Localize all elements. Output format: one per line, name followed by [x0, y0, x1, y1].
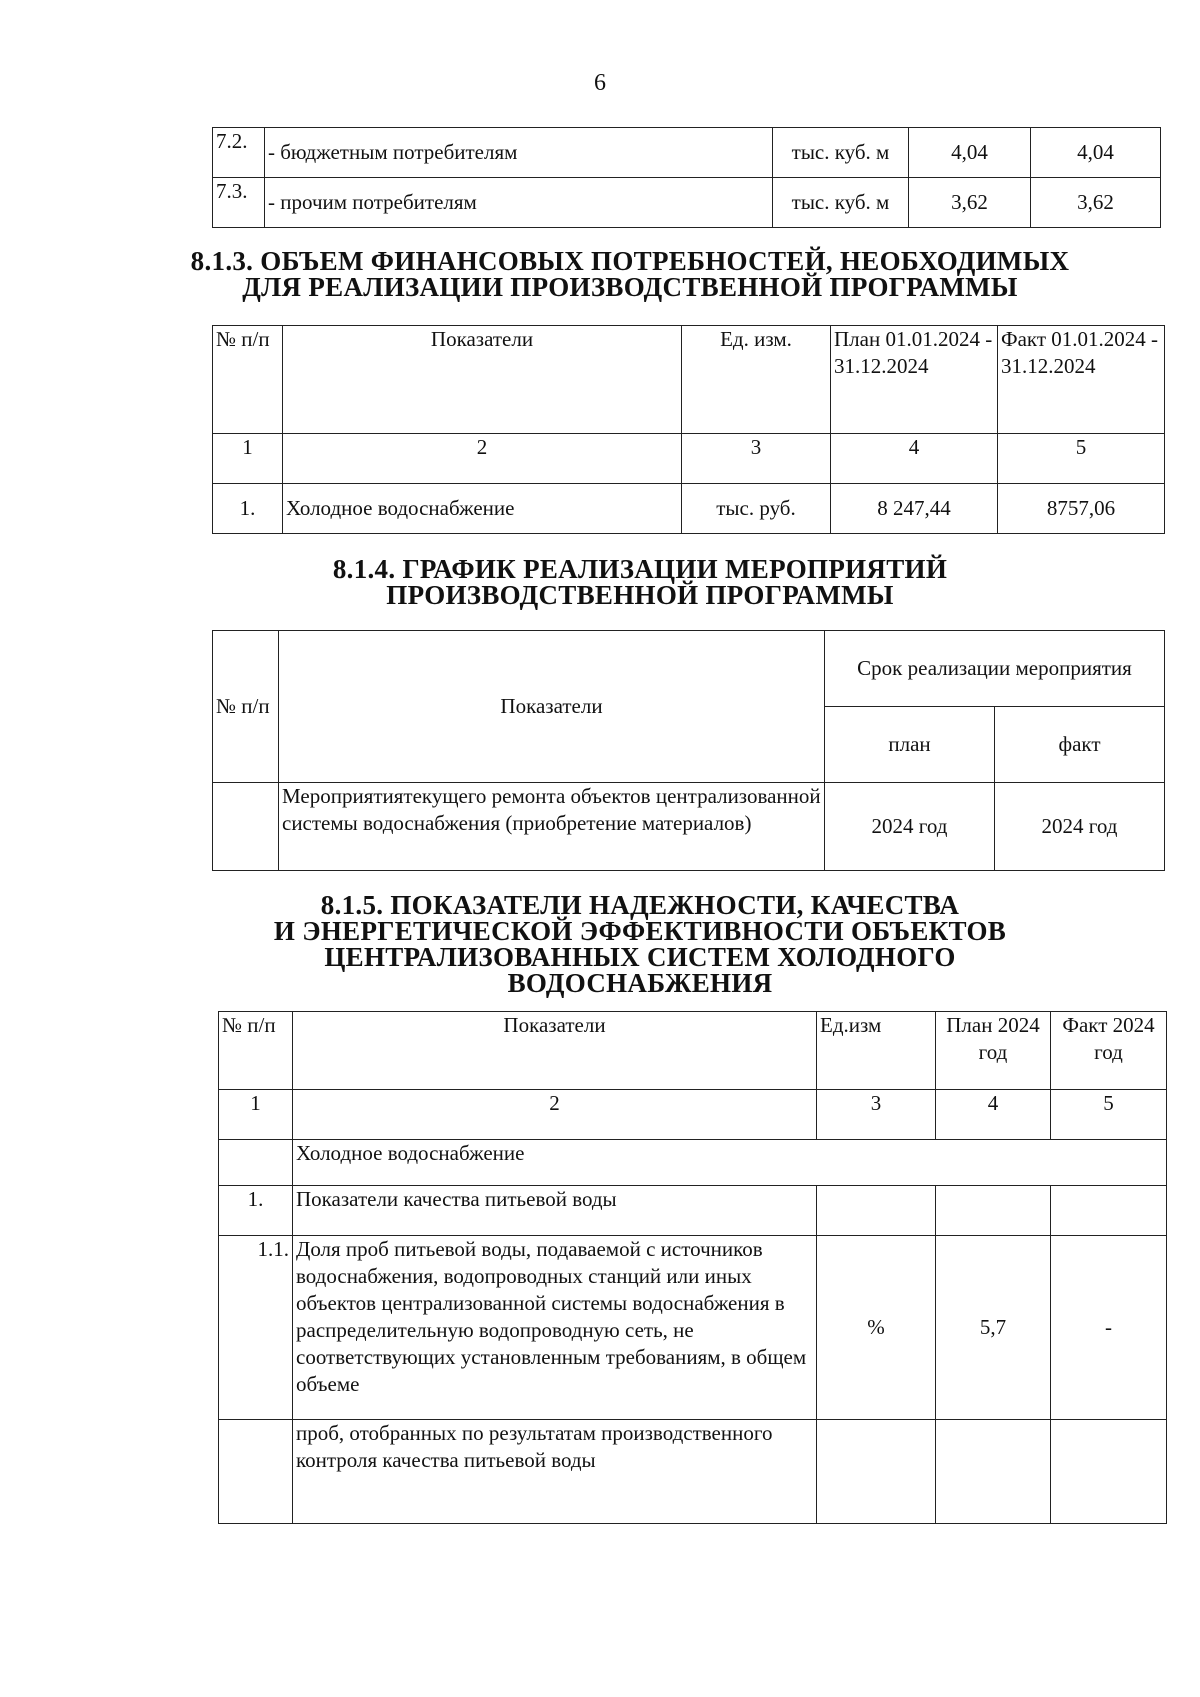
unit	[817, 1186, 936, 1236]
heading-line: 8.1.4. ГРАФИК РЕАЛИЗАЦИИ МЕРОПРИЯТИЙ	[332, 554, 948, 584]
column-number: 2	[293, 1090, 817, 1140]
column-number: 5	[998, 434, 1165, 484]
header-row	[219, 1012, 1167, 1090]
header-plan: План 01.01.2024 - 31.12.2024	[831, 326, 998, 434]
header-num: № п/п	[213, 326, 283, 434]
indicator-name: Доля проб питьевой воды, подаваемой с источников водоснабжения, водопроводных станций или иных объектов централизованной системы водоснабжения в распределительную водопроводную сеть, не соответствующих установленным требованиям, в общем объеме	[293, 1236, 817, 1420]
header-term: Срок реализации мероприятия	[825, 631, 1165, 707]
fact-value: 4,04	[1031, 128, 1161, 178]
indicator-name: Мероприятиятекущего ремонта объектов централизованной системы водоснабжения (приобретение материалов)	[279, 783, 825, 871]
fact-value: 3,62	[1031, 178, 1161, 228]
heading-line: ДЛЯ РЕАЛИЗАЦИИ ПРОИЗВОДСТВЕННОЙ ПРОГРАММЫ	[242, 272, 1018, 302]
heading-line: ПРОИЗВОДСТВЕННОЙ ПРОГРАММЫ	[386, 580, 894, 610]
page-number: 6	[594, 70, 606, 96]
section-heading-813	[0, 248, 1200, 300]
plan-value	[936, 1420, 1051, 1524]
row-number	[213, 783, 279, 871]
column-number: 4	[831, 434, 998, 484]
plan-value: 4,04	[909, 128, 1031, 178]
header-num: № п/п	[213, 631, 279, 783]
indicator-name: Холодное водоснабжение	[283, 484, 682, 534]
table-row	[219, 1236, 1167, 1420]
indicator-name: - бюджетным потребителям	[265, 128, 773, 178]
header-plan: План 2024 год	[936, 1012, 1051, 1090]
indicator-name: проб, отобранных по результатам производственного контроля качества питьевой воды	[293, 1420, 817, 1524]
header-plan: план	[825, 707, 995, 783]
unit: тыс. руб.	[682, 484, 831, 534]
table-row	[219, 1420, 1167, 1524]
indicators-table	[218, 1011, 1167, 1524]
unit: тыс. куб. м	[773, 128, 909, 178]
fact-value: 2024 год	[995, 783, 1165, 871]
plan-value: 8 247,44	[831, 484, 998, 534]
table-row	[213, 783, 1165, 871]
header-num: № п/п	[219, 1012, 293, 1090]
finance-table	[212, 325, 1165, 534]
column-number: 2	[283, 434, 682, 484]
header-unit: Ед.изм	[817, 1012, 936, 1090]
row-number: 1.1.	[219, 1236, 293, 1420]
fact-value	[1051, 1186, 1167, 1236]
header-name: Показатели	[293, 1012, 817, 1090]
table-row	[213, 128, 1161, 178]
plan-value: 2024 год	[825, 783, 995, 871]
plan-value: 3,62	[909, 178, 1031, 228]
unit	[817, 1420, 936, 1524]
section-heading-814	[0, 556, 1200, 608]
row-number: 1.	[213, 484, 283, 534]
header-fact: Факт 01.01.2024 - 31.12.2024	[998, 326, 1165, 434]
header-fact: факт	[995, 707, 1165, 783]
fact-value: -	[1051, 1236, 1167, 1420]
header-unit: Ед. изм.	[682, 326, 831, 434]
row-number	[219, 1420, 293, 1524]
heading-line: ЦЕНТРАЛИЗОВАННЫХ СИСТЕМ ХОЛОДНОГО	[324, 942, 956, 972]
fact-value	[1051, 1420, 1167, 1524]
plan-value	[936, 1186, 1051, 1236]
group-name: Холодное водоснабжение	[293, 1140, 1167, 1186]
heading-line: 8.1.5. ПОКАЗАТЕЛИ НАДЕЖНОСТИ, КАЧЕСТВА	[320, 890, 960, 920]
group-row	[219, 1140, 1167, 1186]
unit: %	[817, 1236, 936, 1420]
column-number: 1	[219, 1090, 293, 1140]
header-name: Показатели	[279, 631, 825, 783]
column-number: 1	[213, 434, 283, 484]
header-row	[213, 631, 1165, 707]
column-number: 4	[936, 1090, 1051, 1140]
volume-table	[212, 127, 1161, 228]
header-name: Показатели	[283, 326, 682, 434]
column-number: 3	[817, 1090, 936, 1140]
plan-value: 5,7	[936, 1236, 1051, 1420]
table-row	[219, 1186, 1167, 1236]
column-number: 3	[682, 434, 831, 484]
header-fact: Факт 2024 год	[1051, 1012, 1167, 1090]
table-row	[213, 178, 1161, 228]
row-number: 7.2.	[213, 128, 265, 178]
column-number: 5	[1051, 1090, 1167, 1140]
column-number-row	[213, 434, 1165, 484]
heading-line: 8.1.3. ОБЪЕМ ФИНАНСОВЫХ ПОТРЕБНОСТЕЙ, НЕОБХОДИМЫХ	[190, 246, 1070, 276]
fact-value: 8757,06	[998, 484, 1165, 534]
unit: тыс. куб. м	[773, 178, 909, 228]
schedule-table	[212, 630, 1165, 871]
row-number: 1.	[219, 1186, 293, 1236]
row-number: 7.3.	[213, 178, 265, 228]
section-heading-815	[0, 892, 1200, 996]
heading-line: ВОДОСНАБЖЕНИЯ	[507, 968, 773, 998]
indicator-name: Показатели качества питьевой воды	[293, 1186, 817, 1236]
heading-line: И ЭНЕРГЕТИЧЕСКОЙ ЭФФЕКТИВНОСТИ ОБЪЕКТОВ	[273, 916, 1007, 946]
column-number-row	[219, 1090, 1167, 1140]
indicator-name: - прочим потребителям	[265, 178, 773, 228]
table-row	[213, 484, 1165, 534]
row-number	[219, 1140, 293, 1186]
header-row	[213, 326, 1165, 434]
